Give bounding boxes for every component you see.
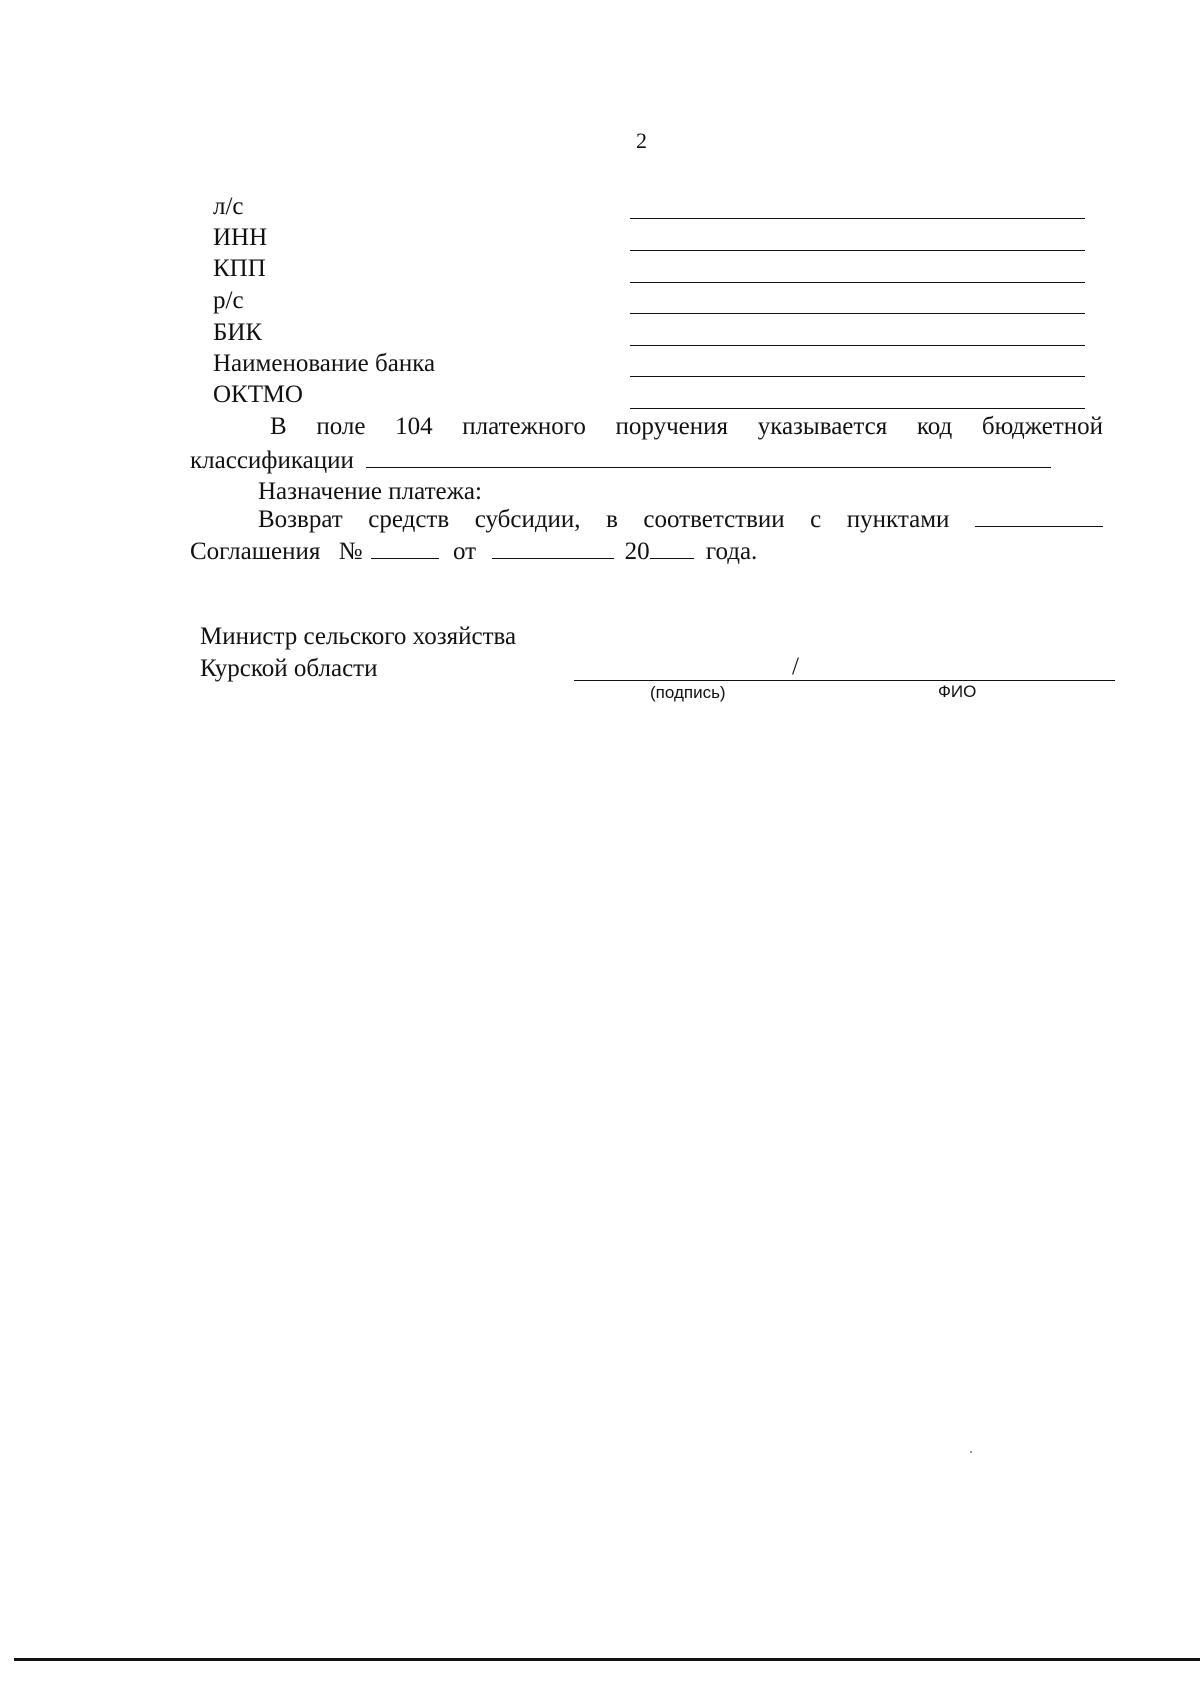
kbk-label: классификации bbox=[190, 447, 354, 474]
field-label-oktmo: ОКТМО bbox=[213, 381, 303, 408]
bottom-rule bbox=[14, 1658, 1200, 1661]
name-caption: ФИО bbox=[938, 682, 977, 701]
word: платежного bbox=[462, 413, 586, 440]
kbk-blank-line[interactable] bbox=[366, 445, 1051, 468]
field-label-inn: ИНН bbox=[213, 224, 268, 251]
word: средств bbox=[368, 506, 450, 533]
agreement-label: Соглашения bbox=[190, 538, 321, 565]
word: бюджетной bbox=[981, 413, 1103, 440]
field-label-kpp: КПП bbox=[213, 255, 266, 282]
scan-speck bbox=[970, 1451, 972, 1453]
purpose-heading: Назначение платежа: bbox=[258, 478, 482, 505]
word: поручения bbox=[615, 413, 729, 440]
agreement-number-blank[interactable] bbox=[371, 536, 439, 559]
word: пунктами bbox=[846, 506, 950, 533]
points-blank-line[interactable] bbox=[975, 504, 1103, 527]
word: Возврат bbox=[258, 506, 343, 533]
word: поле bbox=[316, 413, 366, 440]
field-line-oktmo[interactable] bbox=[630, 408, 1085, 409]
purpose-paragraph-line2 bbox=[190, 536, 757, 567]
field-label-rs: р/с bbox=[213, 287, 244, 314]
year-prefix: 20 bbox=[624, 538, 650, 565]
year-blank[interactable] bbox=[650, 536, 694, 559]
field-line-inn[interactable] bbox=[630, 250, 1085, 251]
field-line-kpp[interactable] bbox=[630, 282, 1085, 283]
signature-separator: / bbox=[792, 653, 799, 680]
word: с bbox=[810, 506, 822, 533]
field-line-ls[interactable] bbox=[630, 218, 1085, 219]
word: субсидии, bbox=[474, 506, 581, 533]
signatory-position-line1: Министр сельского хозяйства bbox=[200, 623, 517, 650]
field-line-rs[interactable] bbox=[630, 313, 1085, 314]
word: код bbox=[916, 413, 953, 440]
word: соответствии bbox=[643, 506, 785, 533]
year-suffix: года. bbox=[705, 538, 758, 565]
field-line-bank-name[interactable] bbox=[630, 376, 1085, 377]
field-line-bik[interactable] bbox=[630, 345, 1085, 346]
purpose-paragraph-line1 bbox=[258, 504, 1103, 535]
word: 104 bbox=[395, 413, 433, 440]
field-label-bank-name: Наименование банка bbox=[213, 350, 436, 377]
field-label-ls: л/с bbox=[213, 193, 244, 220]
signatory-position-line2: Курской области bbox=[200, 655, 378, 682]
word: в bbox=[606, 506, 618, 533]
kbk-paragraph-line2 bbox=[190, 445, 1051, 476]
signature-line[interactable] bbox=[574, 680, 1115, 681]
word: указывается bbox=[757, 413, 888, 440]
field-label-bik: БИК bbox=[213, 319, 263, 346]
word: В bbox=[270, 413, 287, 440]
from-label: от bbox=[452, 538, 477, 565]
signature-caption: (подпись) bbox=[650, 683, 726, 702]
kbk-paragraph-line1 bbox=[270, 412, 1103, 442]
page-number: 2 bbox=[636, 128, 647, 153]
agreement-date-blank[interactable] bbox=[492, 536, 614, 559]
number-sign: № bbox=[338, 538, 363, 565]
